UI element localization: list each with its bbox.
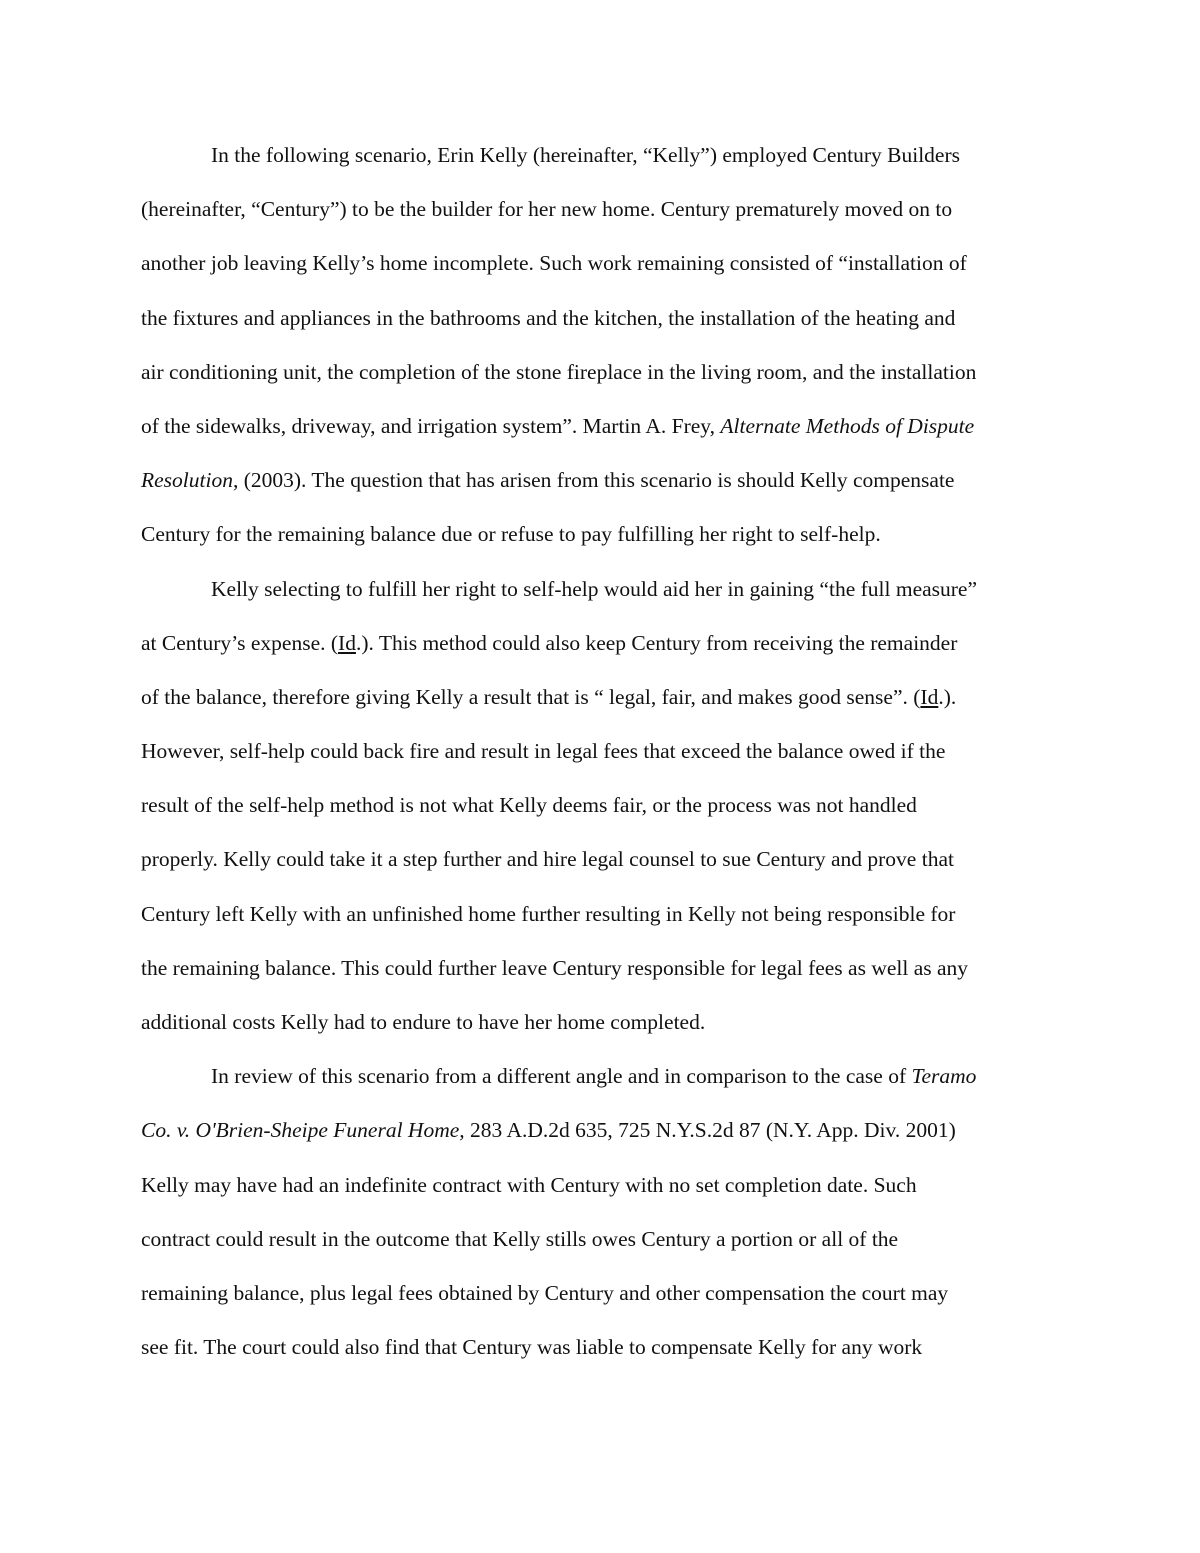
text-line xyxy=(141,562,1061,616)
text-line xyxy=(141,1266,1061,1320)
text-line xyxy=(141,507,1061,561)
text-line xyxy=(141,345,1061,399)
text-line xyxy=(141,1158,1061,1212)
text-run: However, self-help could back fire and result in legal fees that exceed the balance owed if the xyxy=(141,739,946,764)
text-line xyxy=(141,1212,1061,1266)
text-run: additional costs Kelly had to endure to have her home completed. xyxy=(141,1010,706,1034)
text-run: contract could result in the outcome that Kelly stills owes Century a portion or all of the xyxy=(141,1226,899,1251)
italic-text: Resolution xyxy=(141,468,233,493)
text-line xyxy=(141,453,1061,507)
text-run: (hereinafter, “Century”) to be the builder for her new home. Century prematurely moved on to xyxy=(141,197,953,222)
text-run: .). xyxy=(938,684,957,709)
text-line xyxy=(141,724,1061,778)
italic-text: Co. v. O'Brien-Sheipe Funeral Home, xyxy=(141,1118,465,1143)
text-line xyxy=(141,291,1061,345)
underlined-text: Id xyxy=(338,630,356,655)
text-run: result of the self-help method is not what Kelly deems fair, or the process was not handled xyxy=(141,793,917,818)
text-run: see fit. The court could also find that Century was liable to compensate Kelly for any work xyxy=(141,1335,923,1360)
text-line xyxy=(141,887,1061,941)
text-line xyxy=(141,670,1061,724)
text-line xyxy=(141,832,1061,886)
text-run: Kelly selecting to fulfill her right to self-help would aid her in gaining “the full measure” xyxy=(211,576,978,601)
text-run: 283 A.D.2d 635, 725 N.Y.S.2d 87 (N.Y. App. Div. 2001) xyxy=(464,1118,956,1143)
text-run: In the following scenario, Erin Kelly (hereinafter, “Kelly”) employed Century Builders xyxy=(211,143,961,167)
text-run: of the balance, therefore giving Kelly a result that is “ legal, fair, and makes good sense”. ( xyxy=(141,684,921,709)
text-line xyxy=(141,128,1061,182)
text-line xyxy=(141,1049,1061,1103)
text-run: air conditioning unit, the completion of the stone fireplace in the living room, and the installation xyxy=(141,359,977,384)
text-run: properly. Kelly could take it a step further and hire legal counsel to sue Century and prove that xyxy=(141,847,954,872)
paragraph xyxy=(141,562,1061,1050)
text-line xyxy=(141,399,1061,453)
text-run: of the sidewalks, driveway, and irrigation system”. Martin A. Frey, xyxy=(141,413,721,438)
text-line xyxy=(141,616,1061,670)
text-run: .). This method could also keep Century from receiving the remainder xyxy=(355,630,958,655)
text-line xyxy=(141,1103,1061,1157)
text-line xyxy=(141,182,1061,236)
document-body xyxy=(141,128,1061,1374)
text-run: another job leaving Kelly’s home incomplete. Such work remaining consisted of “installation of xyxy=(141,251,967,276)
italic-text: Alternate Methods of Dispute xyxy=(720,413,975,438)
text-line xyxy=(141,941,1061,995)
text-line xyxy=(141,1320,1061,1374)
text-line xyxy=(141,995,1061,1049)
text-run: Century left Kelly with an unfinished home further resulting in Kelly not being responsible for xyxy=(141,901,956,926)
text-line xyxy=(141,778,1061,832)
text-run: In review of this scenario from a different angle and in comparison to the case of xyxy=(211,1064,912,1089)
text-run: the remaining balance. This could further leave Century responsible for legal fees as well as any xyxy=(141,955,969,980)
text-run: the fixtures and appliances in the bathrooms and the kitchen, the installation of the heating and xyxy=(141,305,956,330)
underlined-text: Id xyxy=(920,684,939,709)
text-run: Century for the remaining balance due or refuse to pay fulfilling her right to self-help. xyxy=(141,522,881,547)
paragraph xyxy=(141,1049,1061,1374)
text-run: at Century’s expense. ( xyxy=(141,630,339,655)
paragraph xyxy=(141,128,1061,562)
text-run: Kelly may have had an indefinite contract with Century with no set completion date. Such xyxy=(141,1172,917,1197)
text-line xyxy=(141,236,1061,290)
text-run: , (2003). The question that has arisen from this scenario is should Kelly compensate xyxy=(232,468,955,493)
text-run: remaining balance, plus legal fees obtained by Century and other compensation the court may xyxy=(141,1280,949,1305)
italic-text: Teramo xyxy=(911,1064,977,1089)
